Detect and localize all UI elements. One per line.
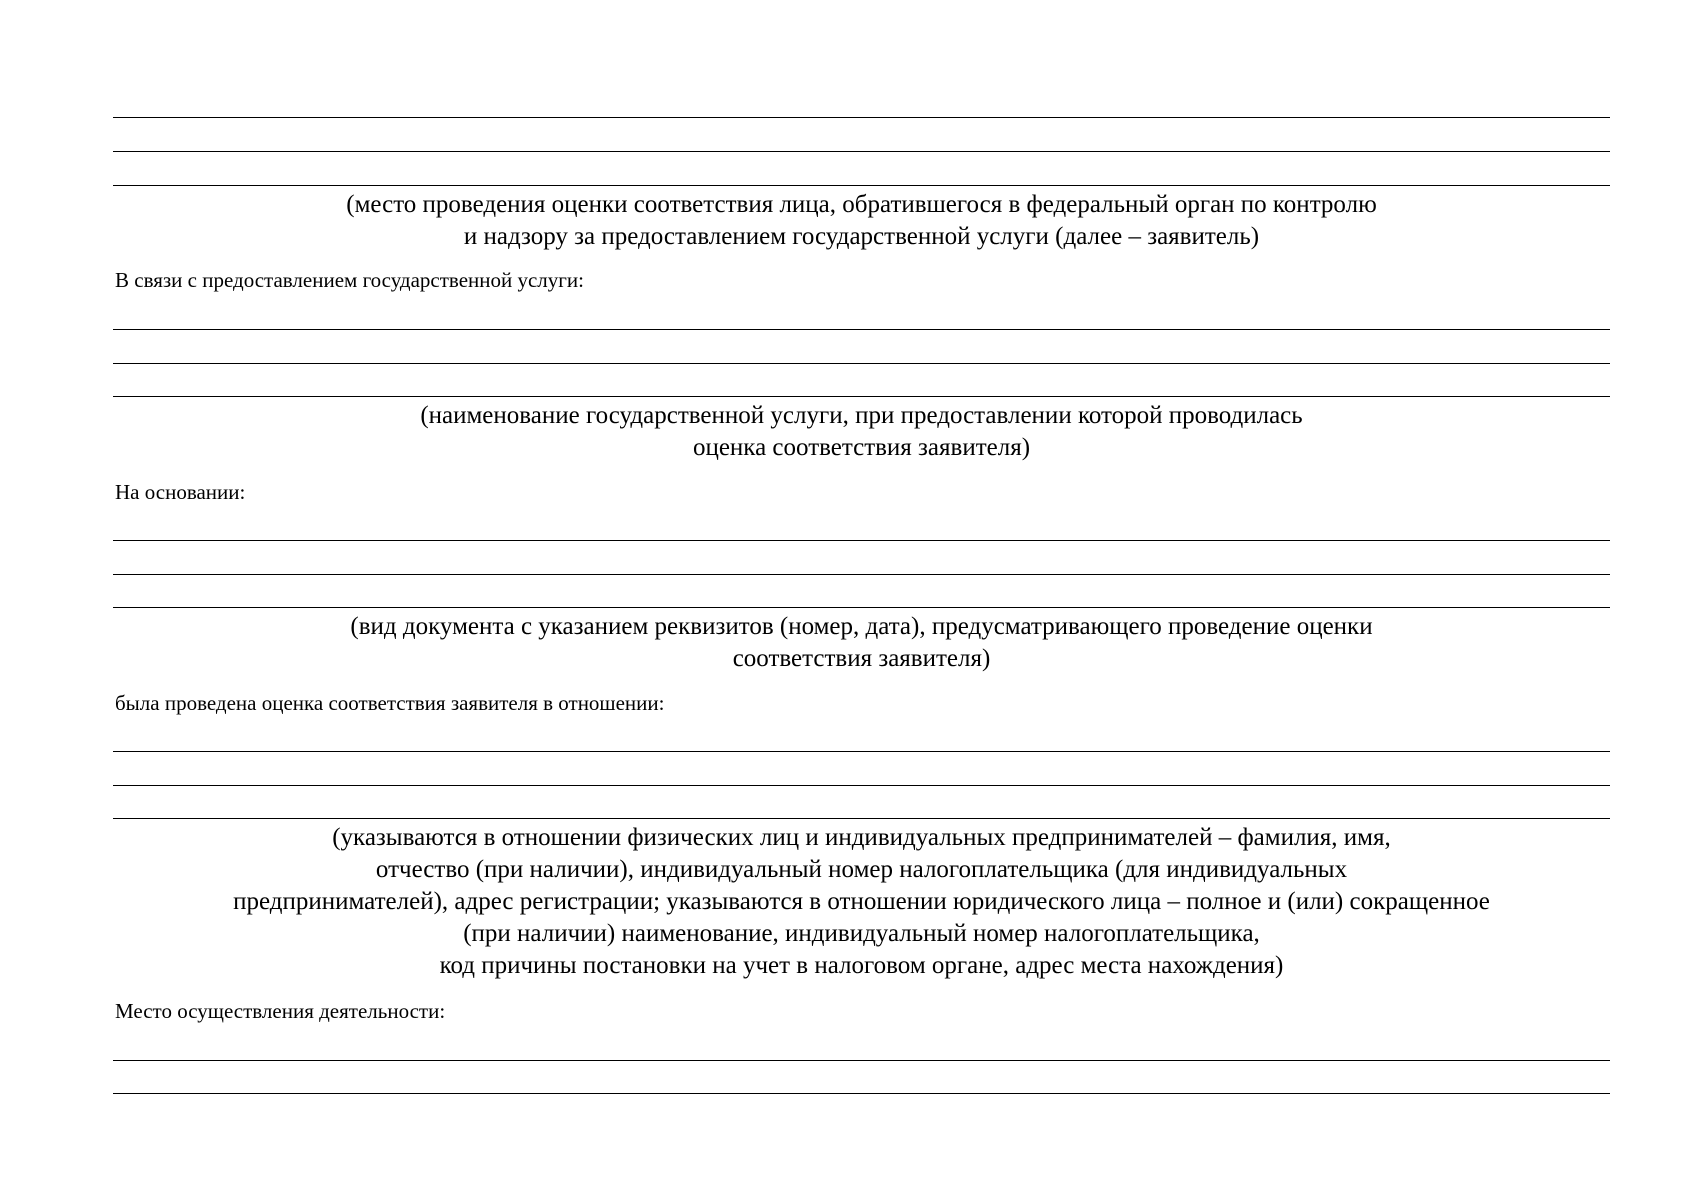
caption-applicant-details <box>113 822 1610 982</box>
fill-line <box>113 818 1610 819</box>
caption-line: отчество (при наличии), индивидуальный номер налогоплательщика (для индивидуальных <box>375 856 1348 883</box>
fill-line <box>113 574 1610 575</box>
fill-line <box>113 363 1610 364</box>
fill-line <box>113 1093 1610 1094</box>
label-assessment-subject: была проведена оценка соответствия заявителя в отношении: <box>115 691 665 715</box>
caption-line: (место проведения оценки соответствия лица, обратившегося в федеральный орган по контролю <box>346 191 1377 218</box>
label-activity-place: Место осуществления деятельности: <box>115 999 446 1023</box>
fill-line <box>113 1060 1610 1061</box>
caption-line: код причины постановки на учет в налоговом органе, адрес места нахождения) <box>439 952 1284 979</box>
label-state-service: В связи с предоставлением государственной услуги: <box>115 268 584 292</box>
fill-line <box>113 117 1610 118</box>
caption-line: предпринимателей), адрес регистрации; указываются в отношении юридического лица – полное и (или) сокращенное <box>233 888 1490 915</box>
fill-line <box>113 540 1610 541</box>
caption-state-service <box>113 400 1610 464</box>
label-basis: На основании: <box>115 480 246 504</box>
fill-line <box>113 185 1610 186</box>
fill-line <box>113 785 1610 786</box>
caption-line: (при наличии) наименование, индивидуальный номер налогоплательщика, <box>463 920 1260 947</box>
caption-line: (наименование государственной услуги, при предоставлении которой проводилась <box>420 402 1303 429</box>
caption-line: (указываются в отношении физических лиц и индивидуальных предпринимателей – фамилия, имя, <box>332 824 1391 851</box>
caption-line: (вид документа с указанием реквизитов (номер, дата), предусматривающего проведение оценки <box>350 613 1373 640</box>
caption-line: оценка соответствия заявителя) <box>692 434 1031 461</box>
fill-line <box>113 751 1610 752</box>
caption-basis-document <box>113 611 1610 675</box>
caption-line: и надзору за предоставлением государственной услуги (далее – заявитель) <box>463 223 1260 250</box>
caption-assessment-place <box>113 189 1610 253</box>
fill-line <box>113 151 1610 152</box>
fill-line <box>113 329 1610 330</box>
fill-line <box>113 607 1610 608</box>
caption-line: соответствия заявителя) <box>732 645 991 672</box>
fill-line <box>113 396 1610 397</box>
